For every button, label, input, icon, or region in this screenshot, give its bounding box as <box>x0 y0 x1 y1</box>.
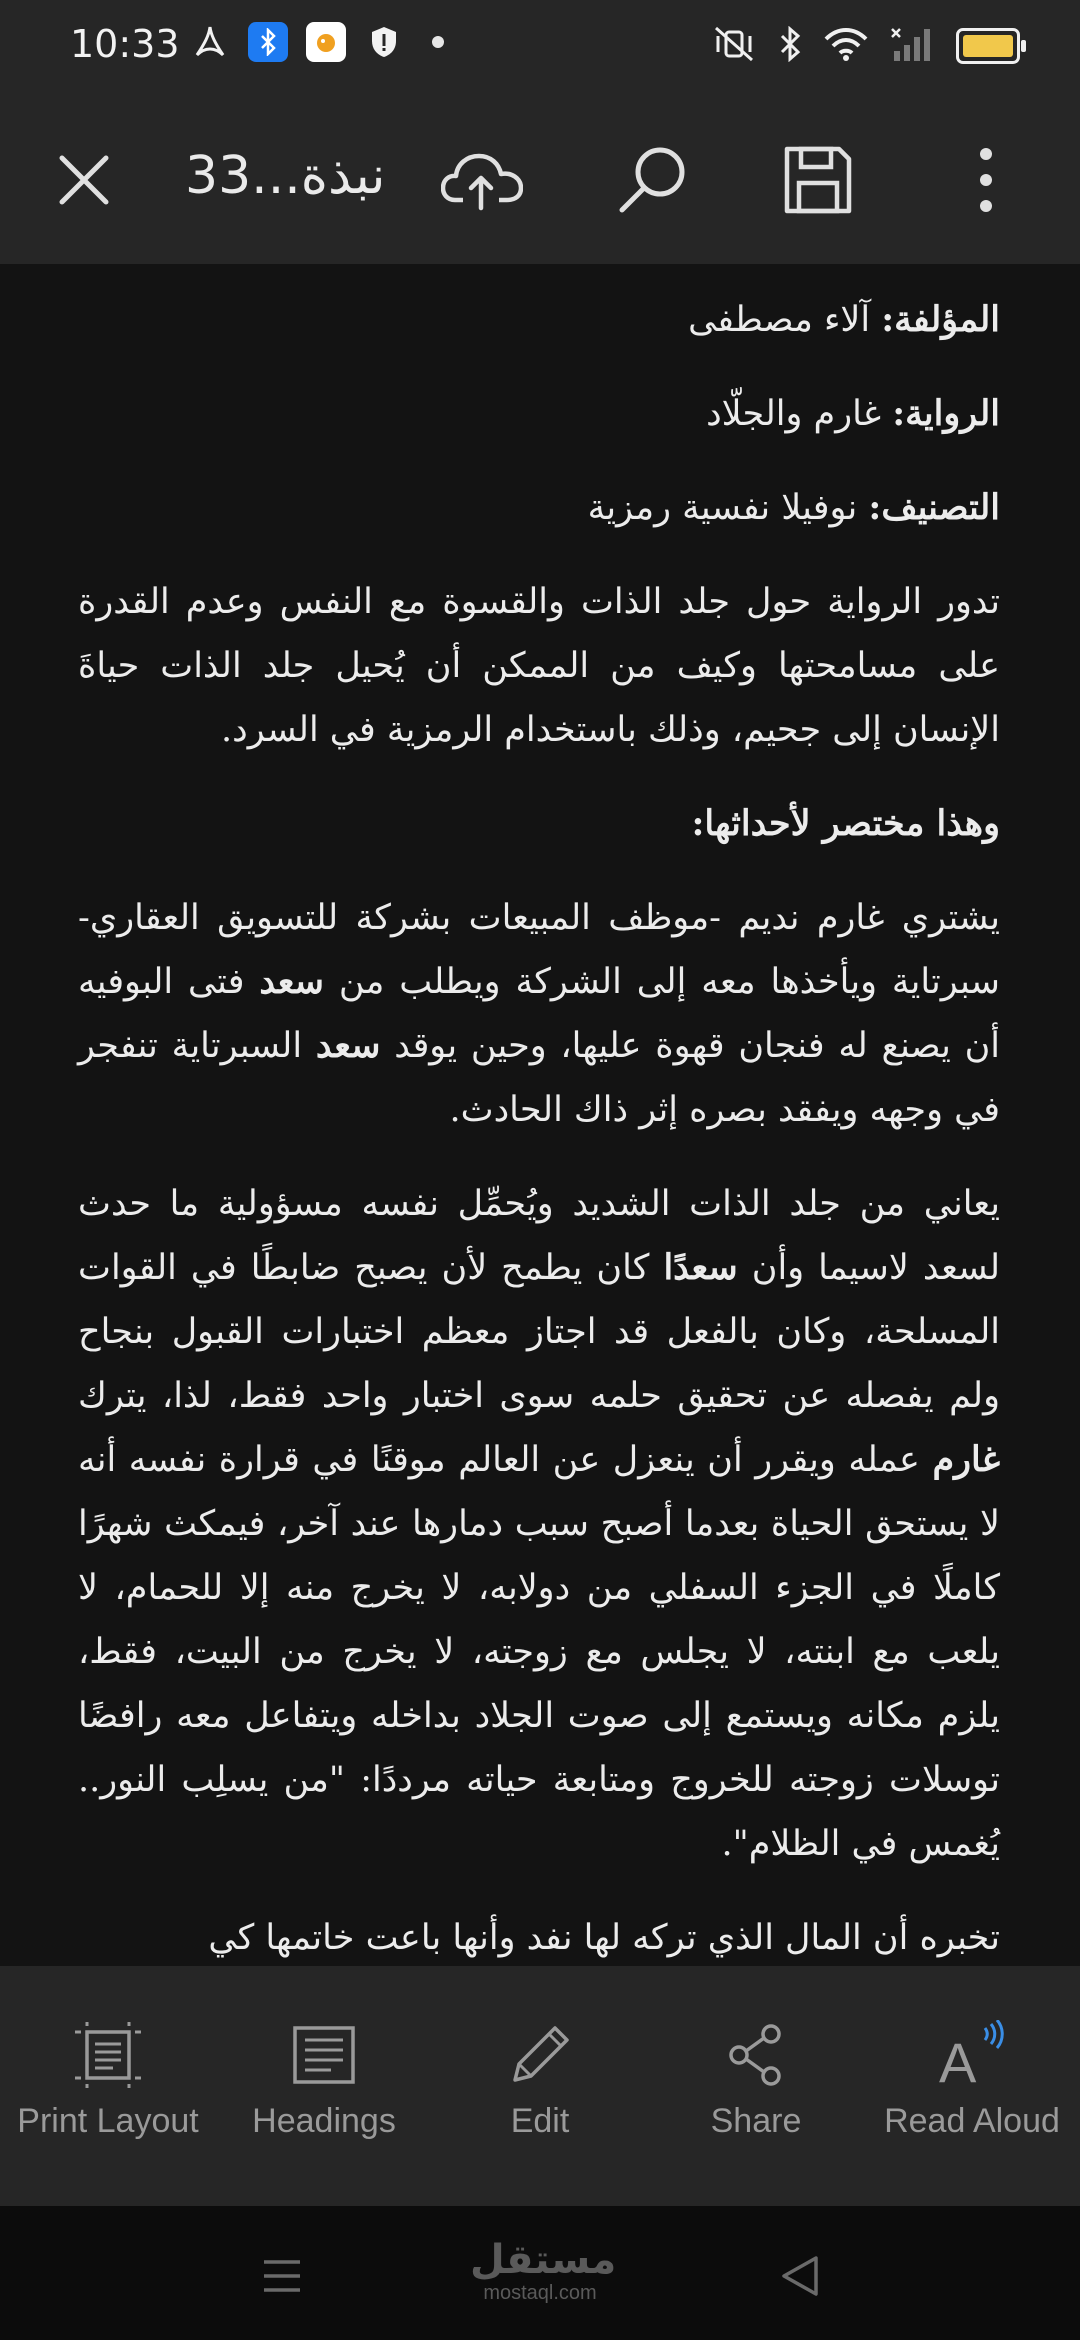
intro-paragraph: تدور الرواية حول جلد الذات والقسوة مع النفس وعدم القدرة على مسامحتها وكيف من الممكن أن يُحيل جلد الذات حياةَ الإنسان إلى جحيم، وذلك باستخدام الرمزية في السرد. <box>78 582 1000 750</box>
p1-text-e: السبرتاية تنفجر في وجهه ويفقد بصره إثر ذاك الحادث. <box>78 1026 1000 1130</box>
share-label: Share <box>710 2102 802 2140</box>
novel-line <box>78 382 1000 446</box>
save-button[interactable] <box>768 130 868 230</box>
p1-text-c: فتى البوفيه أن يصنع له فنجان قهوة عليها، وحين يوقد <box>78 962 1000 1066</box>
recents-button[interactable] <box>252 2246 312 2306</box>
close-button[interactable] <box>34 130 134 230</box>
category-line <box>78 476 1000 540</box>
svg-text:A: A <box>939 2031 977 2090</box>
status-left-icons <box>190 22 444 62</box>
back-button[interactable] <box>770 2246 830 2306</box>
p1-name-saad-2: سعد <box>315 1025 381 1066</box>
app-icon <box>306 22 346 62</box>
document-body <box>78 288 1000 1966</box>
back-icon <box>780 2254 820 2298</box>
watermark-sub: mostaql.com <box>483 2282 597 2304</box>
p1-text-a: يشتري غارم نديم -موظف المبيعات بشركة للتسويق العقاري- سبرتاية ويأخذها معه إلى الشركة ويطلب من <box>78 898 1000 1002</box>
read-aloud-button[interactable] <box>872 1966 1072 2206</box>
author-line <box>78 288 1000 352</box>
edit-label: Edit <box>510 2102 570 2140</box>
upload-button[interactable] <box>432 130 532 230</box>
wifi-icon <box>824 27 868 65</box>
share-button[interactable] <box>656 1966 856 2206</box>
author-label: المؤلفة: <box>881 299 1000 340</box>
share-icon <box>721 2020 791 2090</box>
signal-icon <box>890 27 934 65</box>
toolbar <box>0 96 1080 264</box>
watermark-main: مستقل <box>470 2237 617 2283</box>
bluetooth-icon <box>778 26 802 66</box>
edit-button[interactable] <box>440 1966 640 2206</box>
bluetooth-app-icon <box>248 22 288 62</box>
p2-text-a: يعاني من جلد الذات الشديد ويُحمِّل نفسه مسؤولية ما حدث لسعد لاسيما وأن <box>78 1184 1000 1288</box>
print-layout-icon <box>73 2020 143 2090</box>
paragraph-2 <box>78 1172 1000 1876</box>
p2-name-saad: سعدًا <box>663 1247 738 1288</box>
summary-heading: وهذا مختصر لأحداثها: <box>691 803 1000 844</box>
p2-text-c: كان يطمح لأن يصبح ضابطًا في القوات المسلحة، وكان بالفعل قد اجتاز معظم اختبارات القبول بنجاح ولم يفصله عن تحقيق حلمه سوى اختبار واحد فقط، لذا، يترك <box>78 1248 1000 1416</box>
status-bar <box>0 0 1080 96</box>
category-value: نوفيلا نفسية رمزية <box>587 488 858 528</box>
shield-icon <box>364 22 404 62</box>
save-icon <box>783 145 853 215</box>
document-title[interactable]: نبذة...33 <box>185 146 386 206</box>
search-icon <box>616 144 688 216</box>
headings-icon <box>289 2020 359 2090</box>
category-label: التصنيف: <box>868 487 1000 528</box>
headings-button[interactable] <box>224 1966 424 2206</box>
vibrate-mute-icon <box>712 26 756 66</box>
edit-pencil-icon <box>505 2020 575 2090</box>
notification-dot-icon <box>432 36 444 48</box>
document-view[interactable] <box>0 264 1080 1966</box>
novel-label: الرواية: <box>892 393 1000 434</box>
status-time: 10:33 <box>70 22 180 66</box>
print-layout-button[interactable] <box>8 1966 208 2206</box>
system-nav-bar <box>0 2206 1080 2340</box>
headings-label: Headings <box>252 2102 396 2140</box>
more-icon <box>976 144 996 216</box>
p2-name-gharem: غارم <box>932 1439 1000 1480</box>
read-aloud-label: Read Aloud <box>884 2102 1060 2140</box>
recents-icon <box>260 2256 304 2296</box>
cloud-upload-icon <box>441 148 523 212</box>
status-right-icons <box>712 26 1020 66</box>
p2-text-e: عمله ويقرر أن ينعزل عن العالم موقنًا في قرارة نفسه أنه لا يستحق الحياة بعدما أصبح سبب دمارها عند آخر، فيمكث شهرًا كاملًا في الجزء السفلي من دولابه، لا يخرج منه إلا للحمام، لا يلعب مع ابنته، لا يجلس مع زوجته، لا يخرج من البيت، فقط، يلزم مكانه ويستمع إلى صوت الجلاد بداخله ويتفاعل معه رافضًا توسلات زوجته للخروج ومتابعة حياته مرددًا: "من يسلِب النور.. يُغمس في الظلام". <box>78 1440 1000 1864</box>
search-button[interactable] <box>602 130 702 230</box>
more-options-button[interactable] <box>936 130 1036 230</box>
novel-value: غارم والجلّاد <box>706 394 882 434</box>
author-value: آلاء مصطفى <box>688 300 871 340</box>
paragraph-1 <box>78 886 1000 1142</box>
close-icon <box>58 154 110 206</box>
watermark <box>470 2237 617 2304</box>
p1-name-saad: سعد <box>259 961 324 1002</box>
bottom-action-bar <box>0 1966 1080 2206</box>
acrobat-icon <box>190 22 230 62</box>
paragraph-3: تخبره أن المال الذي تركه لها نفد وأنها باعت خاتمها كي <box>208 1918 1000 1958</box>
battery-icon <box>956 28 1020 64</box>
print-layout-label: Print Layout <box>17 2102 199 2140</box>
read-aloud-icon <box>937 2020 1007 2090</box>
